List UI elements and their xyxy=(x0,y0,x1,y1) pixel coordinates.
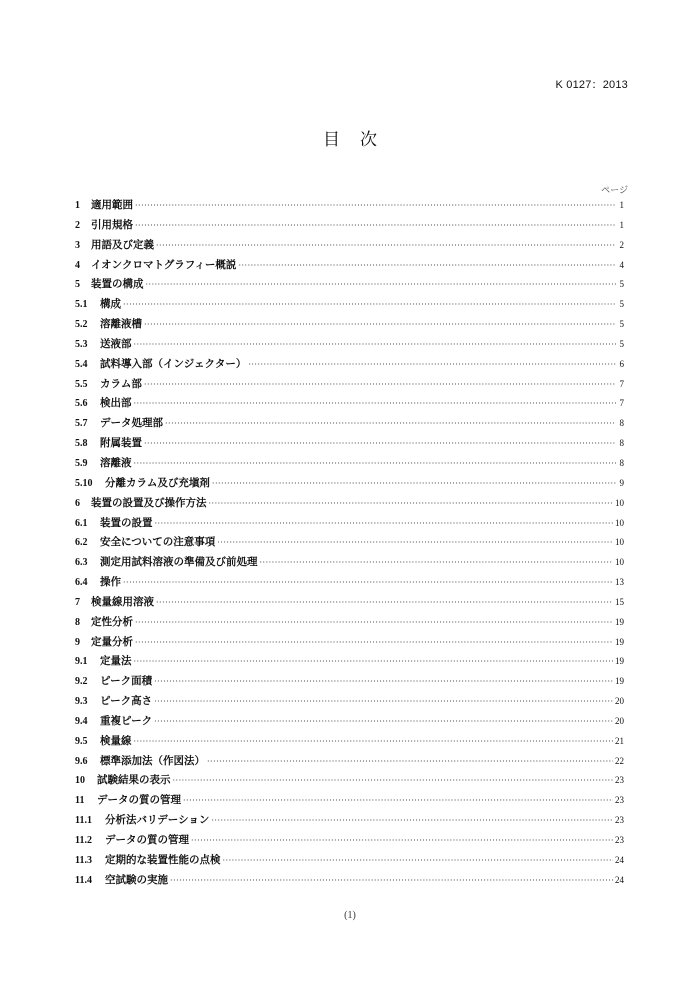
toc-entry-page: 24 xyxy=(615,874,624,885)
toc-entry-number: 5.10 xyxy=(75,477,93,489)
title-char-2: 次 xyxy=(360,130,377,150)
toc-entry-number: 5.8 xyxy=(75,438,88,450)
toc-entry-number: 2 xyxy=(75,219,80,231)
toc-entry-number: 4 xyxy=(75,259,80,271)
toc-entry xyxy=(75,495,624,515)
toc-entry-number: 11.4 xyxy=(75,874,92,886)
toc-leader-dots xyxy=(183,796,613,805)
toc-entry-number: 6.1 xyxy=(75,517,88,529)
toc-entry-page: 5 xyxy=(619,299,624,310)
toc-entry xyxy=(75,832,624,852)
toc-entry-title: 引用規格 xyxy=(91,218,133,231)
toc-entry-page: 6 xyxy=(619,358,624,369)
toc-entry-page: 19 xyxy=(615,616,624,627)
toc-entry-number: 9.4 xyxy=(75,715,88,727)
toc-entry-number: 8 xyxy=(75,616,80,628)
toc-entry-page: 5 xyxy=(619,279,624,290)
toc-entry-page: 23 xyxy=(615,775,624,786)
toc-entry-page: 8 xyxy=(619,418,624,429)
toc-entry-title: 検量線 xyxy=(100,734,132,747)
toc-leader-dots xyxy=(170,876,613,885)
toc-leader-dots xyxy=(212,479,616,488)
toc-leader-dots xyxy=(165,419,616,428)
toc-leader-dots xyxy=(156,598,613,607)
toc-leader-dots xyxy=(123,300,616,309)
toc-entry-title: 分析法バリデーション xyxy=(105,814,210,827)
page-title xyxy=(0,125,700,150)
toc-entry-number: 5.7 xyxy=(75,418,88,430)
toc-entry-number: 11.3 xyxy=(75,854,92,866)
toc-leader-dots xyxy=(144,439,616,448)
toc-entry-page: 8 xyxy=(619,438,624,449)
toc-entry-page: 1 xyxy=(619,200,624,210)
toc-entry xyxy=(75,475,624,495)
toc-entry-page: 7 xyxy=(619,398,624,409)
toc-leader-dots xyxy=(211,816,613,825)
toc-entry-page: 20 xyxy=(615,696,624,707)
toc-entry-number: 5.9 xyxy=(75,457,88,469)
toc-entry-page: 23 xyxy=(615,815,624,826)
toc-leader-dots xyxy=(154,677,613,686)
toc-entry-page: 9 xyxy=(619,477,624,488)
toc-entry-page: 10 xyxy=(615,537,624,548)
toc-leader-dots xyxy=(135,221,616,230)
toc-entry xyxy=(75,852,624,872)
toc-entry xyxy=(75,217,624,237)
toc-entry-page: 20 xyxy=(615,715,624,726)
toc-entry-number: 9 xyxy=(75,636,80,648)
toc-entry xyxy=(75,753,624,773)
toc-entry-title: 分離カラム及び充塡剤 xyxy=(105,476,210,489)
toc-entry xyxy=(75,772,624,792)
toc-entry-title: 適用範囲 xyxy=(91,199,133,211)
toc-entry-number: 6.3 xyxy=(75,557,88,569)
page-column-label: ページ xyxy=(601,186,628,196)
toc-entry xyxy=(75,296,624,316)
toc-entry-title: 測定用試料溶液の準備及び前処理 xyxy=(100,556,258,569)
toc-entry xyxy=(75,415,624,435)
toc-entry-title: ピーク高さ xyxy=(100,695,153,708)
toc-entry-number: 9.3 xyxy=(75,696,88,708)
toc-entry-title: 操作 xyxy=(100,576,121,589)
toc-entry-page: 1 xyxy=(619,219,624,230)
toc-entry-page: 24 xyxy=(615,854,624,865)
toc-entry-number: 9.5 xyxy=(75,735,88,747)
toc-leader-dots xyxy=(207,757,613,766)
toc-entry-page: 23 xyxy=(615,835,624,845)
toc-entry-page: 13 xyxy=(615,577,624,588)
toc-entry xyxy=(75,792,624,812)
toc-entry xyxy=(75,395,624,415)
toc-entry xyxy=(75,614,624,634)
toc-entry-title: 空試験の実施 xyxy=(105,873,168,886)
toc-entry-title: 装置の設置及び操作方法 xyxy=(91,496,207,509)
toc-entry-title: 構成 xyxy=(100,298,121,311)
toc-entry-number: 3 xyxy=(75,239,80,251)
toc-entry-number: 6.4 xyxy=(75,577,88,589)
toc-entry-number: 1 xyxy=(75,200,80,211)
toc-entry-page: 10 xyxy=(615,557,624,568)
toc-entry-title: 定性分析 xyxy=(91,615,133,628)
toc-entry-title: 検出部 xyxy=(100,397,132,410)
toc-entry-page: 10 xyxy=(615,497,624,508)
toc-entry-page: 15 xyxy=(615,596,624,607)
toc-entry-title: 試験結果の表示 xyxy=(97,774,171,787)
toc-entry-title: 装置の構成 xyxy=(91,278,144,291)
toc-entry-title: データの質の管理 xyxy=(105,834,189,846)
toc-entry-number: 10 xyxy=(75,775,85,787)
toc-entry xyxy=(75,733,624,753)
toc-entry-number: 11.1 xyxy=(75,815,92,827)
toc-leader-dots xyxy=(154,697,613,706)
toc-leader-dots xyxy=(248,360,616,369)
toc-entry-title: 重複ピーク xyxy=(100,714,153,727)
toc-entry-title: 定量分析 xyxy=(91,635,133,648)
toc-entry-title: 安全についての注意事項 xyxy=(100,536,216,549)
toc-entry xyxy=(75,336,624,356)
toc-entry-number: 5.1 xyxy=(75,299,88,311)
toc-entry xyxy=(75,356,624,376)
toc-leader-dots xyxy=(135,618,613,627)
toc-entry-number: 5.6 xyxy=(75,398,88,410)
toc-entry-number: 6 xyxy=(75,497,80,509)
toc-entry-page: 5 xyxy=(619,319,624,330)
toc-entry-title: データ処理部 xyxy=(100,417,163,430)
toc-entry-page: 23 xyxy=(615,795,624,806)
toc-leader-dots xyxy=(135,201,616,210)
toc-leader-dots xyxy=(134,459,617,468)
toc-leader-dots xyxy=(191,836,613,845)
toc-leader-dots xyxy=(134,399,617,408)
toc-entry xyxy=(75,574,624,594)
toc-entry xyxy=(75,276,624,296)
toc-entry xyxy=(75,634,624,654)
toc-entry xyxy=(75,693,624,713)
toc-entry xyxy=(75,376,624,396)
toc-leader-dots xyxy=(260,558,614,567)
toc-leader-dots xyxy=(123,578,613,587)
toc-entry-page: 7 xyxy=(619,378,624,389)
toc-entry-number: 5.4 xyxy=(75,358,88,370)
toc-entry-page: 19 xyxy=(615,676,624,687)
toc-leader-dots xyxy=(134,737,614,746)
toc-entry-title: 標準添加法（作図法） xyxy=(100,754,205,767)
toc-entry-page: 21 xyxy=(615,735,624,746)
toc-entry xyxy=(75,257,624,277)
toc-entry-number: 5.3 xyxy=(75,338,88,350)
page-number-footer: (1) xyxy=(344,910,356,921)
toc-entry-page: 19 xyxy=(615,656,624,667)
toc-leader-dots xyxy=(134,340,617,349)
toc-leader-dots xyxy=(146,280,617,289)
toc-leader-dots xyxy=(217,538,613,547)
toc-entry-title: 用語及び定義 xyxy=(91,238,154,251)
toc-entry-page: 8 xyxy=(619,457,624,468)
toc-entry-number: 9.1 xyxy=(75,656,88,668)
toc-entry xyxy=(75,653,624,673)
toc-entry-number: 11 xyxy=(75,795,85,807)
toc-leader-dots xyxy=(144,320,616,329)
toc-entry-title: 定量法 xyxy=(100,655,132,668)
toc-leader-dots xyxy=(209,499,614,508)
toc-entry-number: 9.2 xyxy=(75,676,88,688)
toc-entry-title: カラム部 xyxy=(100,377,142,390)
toc-entry-page: 10 xyxy=(615,517,624,528)
toc-entry xyxy=(75,316,624,336)
standard-code: K 0127：2013 xyxy=(555,79,628,91)
toc-leader-dots xyxy=(223,856,614,865)
toc-entry-number: 6.2 xyxy=(75,537,88,549)
toc-entry-title: ピーク面積 xyxy=(100,675,153,688)
toc-entry xyxy=(75,872,624,892)
toc-entry-title: 定期的な装置性能の点検 xyxy=(105,853,221,866)
toc-entry-number: 7 xyxy=(75,596,80,608)
toc-entry-title: 試料導入部（インジェクター） xyxy=(100,357,247,370)
toc-entry xyxy=(75,515,624,535)
title-char-1: 目 xyxy=(323,130,340,150)
toc-leader-dots xyxy=(154,717,613,726)
toc-leader-dots xyxy=(156,241,616,250)
toc-entry-number: 11.2 xyxy=(75,835,92,846)
toc-entry-number: 5.5 xyxy=(75,378,88,390)
toc-leader-dots xyxy=(238,261,616,270)
toc-entry xyxy=(75,812,624,832)
table-of-contents xyxy=(75,197,624,892)
toc-leader-dots xyxy=(144,380,616,389)
toc-leader-dots xyxy=(155,519,614,528)
toc-entry xyxy=(75,435,624,455)
toc-entry-page: 5 xyxy=(619,338,624,349)
toc-entry-number: 5 xyxy=(75,279,80,291)
toc-entry xyxy=(75,713,624,733)
toc-entry xyxy=(75,237,624,257)
toc-entry-title: 附属装置 xyxy=(100,437,142,450)
toc-entry-title: 装置の設置 xyxy=(100,516,153,529)
toc-entry-page: 22 xyxy=(615,755,624,766)
toc-entry xyxy=(75,594,624,614)
toc-entry-title: データの質の管理 xyxy=(97,794,181,807)
toc-entry xyxy=(75,197,624,217)
toc-entry-page: 2 xyxy=(619,239,624,250)
toc-leader-dots xyxy=(135,638,613,647)
toc-entry xyxy=(75,455,624,475)
toc-entry-title: 溶離液 xyxy=(100,456,132,469)
toc-entry-page: 19 xyxy=(615,636,624,647)
toc-entry-title: 送液部 xyxy=(100,337,132,350)
toc-entry xyxy=(75,673,624,693)
toc-entry xyxy=(75,534,624,554)
toc-entry-page: 4 xyxy=(619,259,624,270)
toc-entry xyxy=(75,554,624,574)
toc-entry-title: 検量線用溶液 xyxy=(91,595,154,608)
toc-leader-dots xyxy=(134,657,614,666)
toc-entry-title: イオンクロマトグラフィー概説 xyxy=(91,258,237,271)
toc-entry-title: 溶離液槽 xyxy=(100,318,142,331)
toc-entry-number: 9.6 xyxy=(75,755,88,767)
toc-entry-number: 5.2 xyxy=(75,319,88,331)
toc-leader-dots xyxy=(173,776,614,785)
